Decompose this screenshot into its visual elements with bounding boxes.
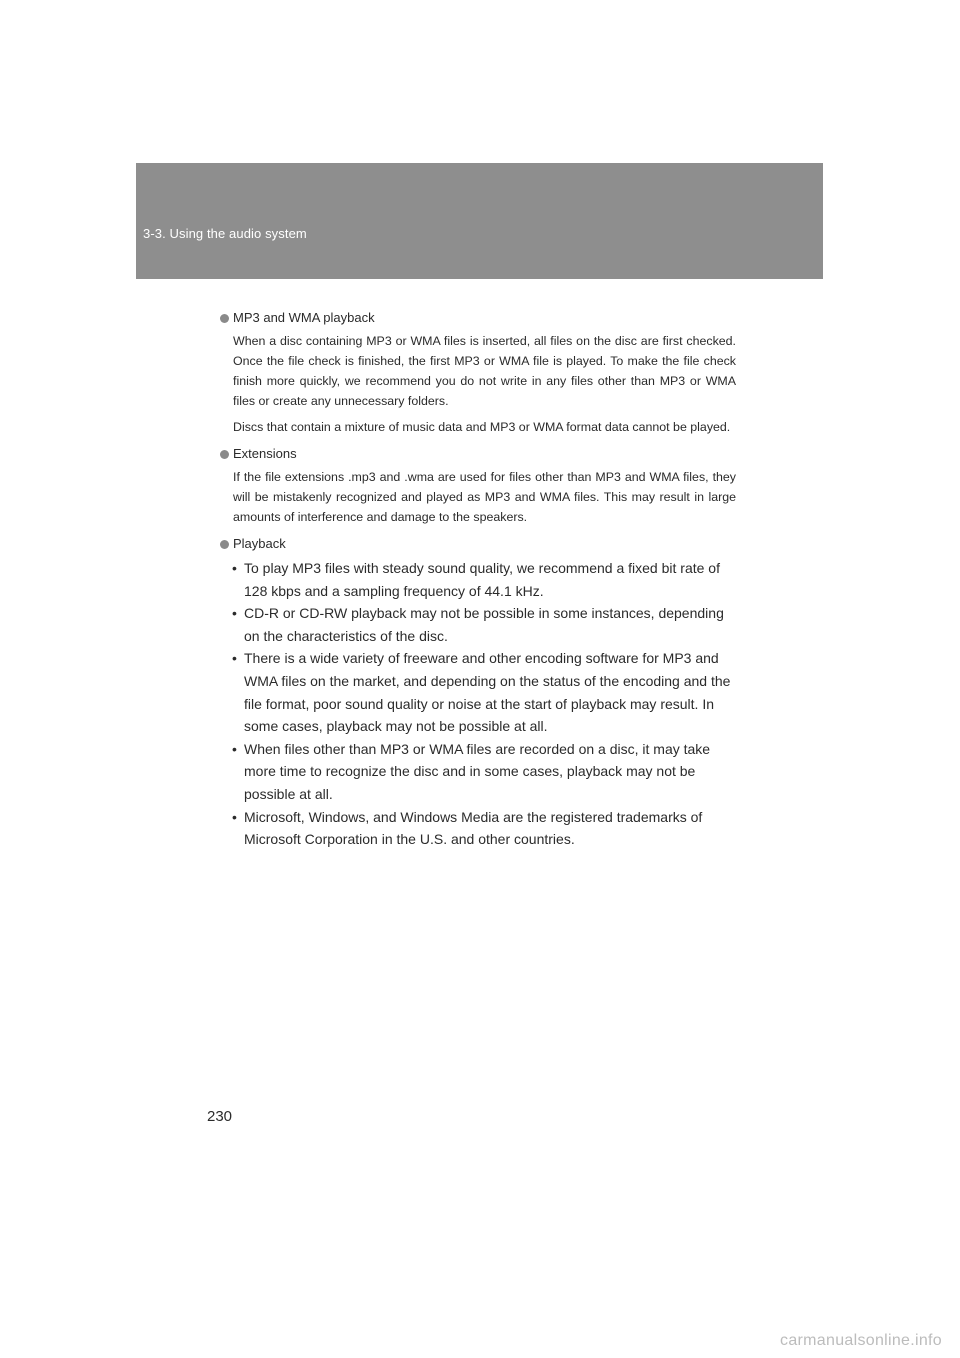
list-item-text: CD-R or CD-RW playback may not be possible in some instances, depending on the characteristics of the disc. [244, 605, 724, 644]
watermark: carmanualsonline.info [780, 1332, 942, 1349]
list-item [232, 557, 736, 602]
topic-playback [220, 534, 736, 851]
bullet-circle-icon [220, 540, 229, 549]
paragraph: Discs that contain a mixture of music data and MP3 or WMA format data cannot be played. [233, 420, 731, 434]
middle-dot-icon: • [232, 740, 237, 757]
list-item-text: To play MP3 files with steady sound quality, we recommend a fixed bit rate of 128 kbps and a sampling frequency of 44.1 kHz. [244, 560, 720, 599]
list-item [232, 738, 736, 806]
topic-extensions [220, 444, 736, 527]
topic-heading [220, 444, 736, 464]
list-item-text: There is a wide variety of freeware and other encoding software for MP3 and WMA files on the market, and depending on the status of the encoding and the file format, poor sound quality or noise at the start of playback may result. In some cases, playback may not be possible at all. [244, 650, 731, 735]
topic-title: Extensions [233, 446, 297, 461]
topic-heading [220, 308, 736, 328]
middle-dot-icon: • [232, 650, 237, 667]
playback-notes-list [232, 557, 736, 851]
page-number: 230 [207, 1108, 233, 1125]
topic-mp3-wma-playback [220, 308, 736, 437]
bullet-circle-icon [220, 450, 229, 459]
list-item [232, 602, 736, 647]
middle-dot-icon: • [232, 808, 237, 825]
middle-dot-icon: • [232, 605, 237, 622]
topic-heading [220, 534, 736, 554]
list-item [232, 806, 736, 851]
paragraph: If the file extensions .mp3 and .wma are used for files other than MP3 and WMA files, they will be mistakenly recognized and played as MP3 and WMA files. This may result in large amounts of interference and damage to the speakers. [233, 470, 736, 524]
section-title: 3-3. Using the audio system [143, 226, 307, 241]
section-header-band [136, 163, 823, 279]
middle-dot-icon: • [232, 560, 237, 576]
page-content [220, 308, 736, 851]
bullet-circle-icon [220, 314, 229, 323]
topic-title: Playback [233, 536, 286, 551]
list-item-text: When files other than MP3 or WMA files are recorded on a disc, it may take more time to recognize the disc and in some cases, playback may not be possible at all. [244, 740, 711, 802]
paragraph: When a disc containing MP3 or WMA files is inserted, all files on the disc are first checked. Once the file check is finished, the first MP3 or WMA file is played. To make the file check finish more quickly, we recommend you do not write in any files other than MP3 or WMA files or create any unnecessary folders. [233, 334, 736, 408]
topic-title: MP3 and WMA playback [233, 310, 375, 325]
list-item-text: Microsoft, Windows, and Windows Media are the registered trademarks of Microsoft Corporation in the U.S. and other countries. [244, 808, 703, 848]
list-item [232, 647, 736, 737]
